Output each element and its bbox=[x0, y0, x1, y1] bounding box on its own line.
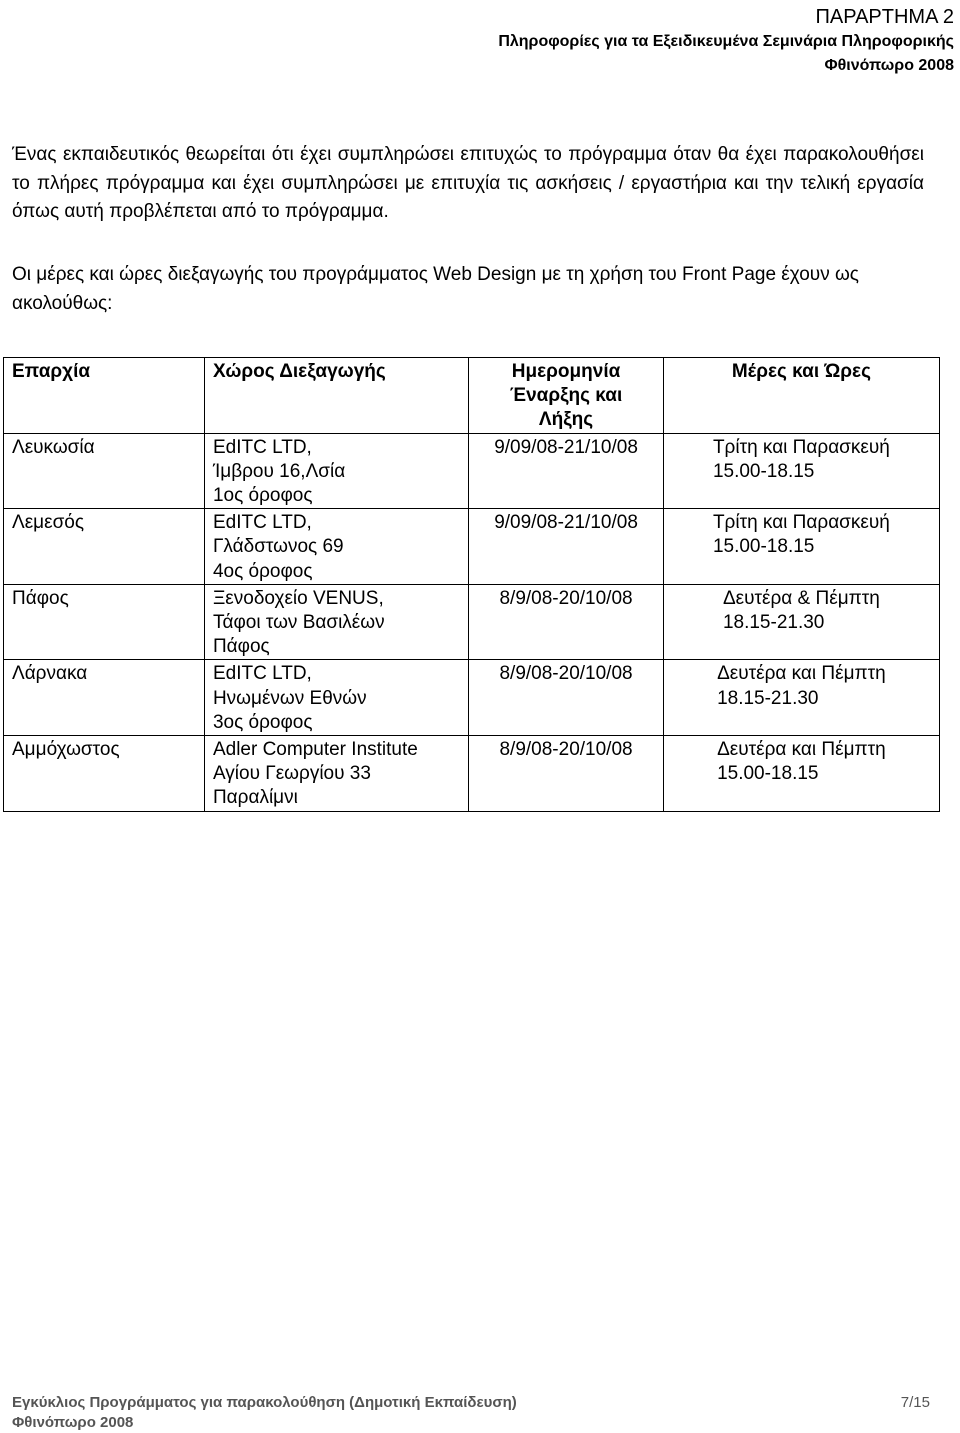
times-days: Δευτέρα και Πέμπτη bbox=[717, 739, 886, 761]
venue-line: Ξενοδοχείο VENUS, bbox=[212, 587, 384, 609]
venue-line: Παραλίμνι bbox=[212, 787, 298, 809]
header-venue: Χώρος Διεξαγωγής bbox=[204, 358, 468, 434]
times-hours: 18.15-21.30 bbox=[717, 687, 819, 709]
cell-dates: 9/09/08-21/10/08 bbox=[469, 509, 664, 585]
venue-line: Πάφος bbox=[212, 636, 270, 658]
header-dates-line-2: Έναρξης και bbox=[509, 385, 623, 407]
cell-dates: 9/09/08-21/10/08 bbox=[469, 433, 664, 509]
schedule-intro-paragraph: Οι μέρες και ώρες διεξαγωγής του προγράμματος Web Design με τη χρήση του Front Page έχουν ως ακολούθως: bbox=[12, 264, 859, 314]
venue-line: Τάφοι των Βασιλέων bbox=[212, 612, 385, 634]
cell-times bbox=[663, 736, 939, 812]
table-row bbox=[4, 433, 940, 509]
header-district: Επαρχία bbox=[4, 358, 205, 434]
times-days: Τρίτη και Παρασκευή bbox=[712, 436, 890, 458]
venue-line: Ηνωμένων Εθνών bbox=[212, 687, 367, 709]
cell-district: Λάρνακα bbox=[4, 660, 205, 736]
venue-line: 4ος όροφος bbox=[212, 560, 313, 582]
cell-dates: 8/9/08-20/10/08 bbox=[469, 584, 664, 660]
venue-line: 1ος όροφος bbox=[212, 485, 313, 507]
venue-line: EdITC LTD, bbox=[212, 663, 312, 685]
appendix-subtitle: Πληροφορίες για τα Εξειδικευμένα Σεμινάρια Πληροφορικής bbox=[498, 33, 954, 50]
cell-dates: 8/9/08-20/10/08 bbox=[469, 736, 664, 812]
cell-venue bbox=[204, 433, 468, 509]
schedule-table bbox=[3, 357, 940, 812]
cell-times bbox=[663, 584, 939, 660]
cell-times bbox=[663, 433, 939, 509]
venue-line: EdITC LTD, bbox=[212, 512, 312, 534]
header-dates-line-3: Λήξης bbox=[538, 409, 594, 431]
cell-venue bbox=[204, 509, 468, 585]
times-hours: 15.00-18.15 bbox=[712, 536, 815, 558]
header-dates-line-1: Ημερομηνία bbox=[511, 361, 621, 382]
cell-venue bbox=[204, 736, 468, 812]
footer-circular-title: Εγκύκλιος Προγράμματος για παρακολούθηση (Δημοτική Εκπαίδευση) bbox=[12, 1394, 517, 1411]
cell-venue bbox=[204, 660, 468, 736]
cell-district: Λευκωσία bbox=[4, 433, 205, 509]
table-header-row bbox=[4, 358, 940, 434]
footer-date: Φθινόπωρο 2008 bbox=[12, 1414, 134, 1431]
venue-line: Adler Computer Institute bbox=[212, 739, 418, 761]
table-row bbox=[4, 584, 940, 660]
cell-district: Λεμεσός bbox=[4, 509, 205, 585]
cell-district: Πάφος bbox=[4, 584, 205, 660]
table-row bbox=[4, 736, 940, 812]
venue-line: EdITC LTD, bbox=[212, 436, 312, 458]
table-row bbox=[4, 509, 940, 585]
header-times: Μέρες και Ώρες bbox=[663, 358, 939, 434]
times-hours: 15.00-18.15 bbox=[712, 460, 815, 482]
header-dates bbox=[469, 358, 664, 434]
times-days: Δευτέρα & Πέμπτη bbox=[722, 587, 880, 609]
venue-line: Γλάδστωνος 69 bbox=[212, 536, 344, 558]
times-hours: 15.00-18.15 bbox=[717, 763, 819, 785]
cell-district: Αμμόχωστος bbox=[4, 736, 205, 812]
cell-times bbox=[663, 660, 939, 736]
times-hours: 18.15-21.30 bbox=[722, 612, 825, 634]
times-days: Τρίτη και Παρασκευή bbox=[712, 512, 890, 534]
venue-line: Ίμβρου 16,Λσία bbox=[212, 460, 346, 482]
completion-paragraph: Ένας εκπαιδευτικός θεωρείται ότι έχει συμπληρώσει επιτυχώς το πρόγραμμα όταν θα έχει παρακολουθήσει το πλήρες πρόγραμμα και έχει συμπληρώσει με επιτυχία τις ασκήσεις / εργαστήρια και την τελική εργασία όπως αυτή προβλέπεται από το πρόγραμμα. bbox=[12, 144, 924, 222]
venue-line: Αγίου Γεωργίου 33 bbox=[212, 763, 371, 785]
header-date: Φθινόπωρο 2008 bbox=[824, 57, 954, 74]
cell-times bbox=[663, 509, 939, 585]
appendix-title: ΠΑΡΑΡΤΗΜΑ 2 bbox=[815, 6, 954, 28]
table-row bbox=[4, 660, 940, 736]
cell-dates: 8/9/08-20/10/08 bbox=[469, 660, 664, 736]
page-number: 7/15 bbox=[900, 1394, 930, 1411]
page-header bbox=[498, 4, 954, 78]
page-footer bbox=[12, 1393, 930, 1433]
cell-venue bbox=[204, 584, 468, 660]
venue-line: 3ος όροφος bbox=[212, 711, 313, 733]
times-days: Δευτέρα και Πέμπτη bbox=[717, 663, 886, 685]
